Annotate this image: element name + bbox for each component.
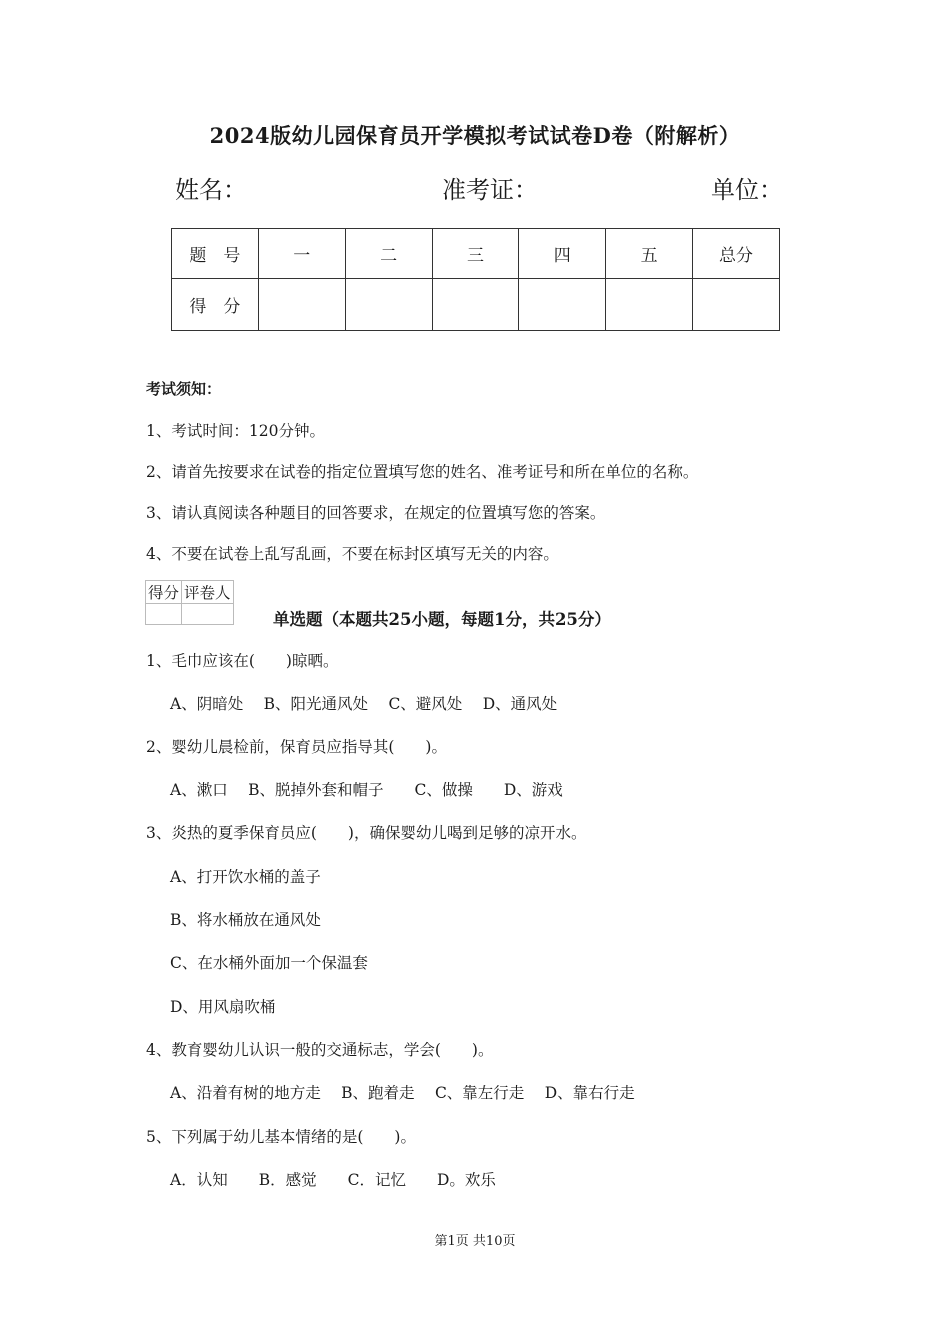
question-stem: 4、教育婴幼儿认识一般的交通标志，学会( )。 bbox=[146, 1041, 494, 1059]
notice-item: 1、考试时间：120分钟。 bbox=[146, 422, 325, 440]
exam-id-field-label: 准考证： bbox=[442, 176, 538, 204]
header-cell-3: 三 bbox=[432, 229, 519, 279]
header-cell-1: 一 bbox=[258, 229, 345, 279]
question-option: C、在水桶外面加一个保温套 bbox=[170, 954, 368, 972]
score-cell-5 bbox=[606, 279, 693, 331]
question-option: B、将水桶放在通风处 bbox=[170, 911, 321, 929]
question-option: D、用风扇吹桶 bbox=[170, 998, 276, 1016]
question-options: A．认知 B．感觉 C．记忆 D。欢乐 bbox=[170, 1171, 496, 1189]
header-cell-5: 五 bbox=[606, 229, 693, 279]
header-cell-total: 总分 bbox=[693, 229, 780, 279]
unit-field-label: 单位： bbox=[711, 176, 783, 204]
score-cell-2 bbox=[345, 279, 432, 331]
page-title: 2024版幼儿园保育员开学模拟考试试卷D卷（附解析） bbox=[209, 123, 741, 148]
score-table-score-row bbox=[172, 279, 780, 331]
notice-item: 3、请认真阅读各种题目的回答要求，在规定的位置填写您的答案。 bbox=[146, 504, 606, 522]
question-option: A、打开饮水桶的盖子 bbox=[170, 868, 321, 886]
header-cell-2: 二 bbox=[345, 229, 432, 279]
score-cell-3 bbox=[432, 279, 519, 331]
score-table bbox=[171, 228, 780, 331]
score-cell-4 bbox=[519, 279, 606, 331]
notice-item: 2、请首先按要求在试卷的指定位置填写您的姓名、准考证号和所在单位的名称。 bbox=[146, 463, 699, 481]
question-options: A、沿着有树的地方走 B、跑着走 C、靠左行走 D、靠右行走 bbox=[170, 1084, 635, 1102]
question-stem: 5、下列属于幼儿基本情绪的是( )。 bbox=[146, 1128, 416, 1146]
question-stem: 1、毛巾应该在( )晾晒。 bbox=[146, 652, 339, 670]
notice-item: 4、不要在试卷上乱写乱画，不要在标封区填写无关的内容。 bbox=[146, 545, 559, 563]
notice-heading: 考试须知： bbox=[146, 380, 222, 398]
question-options: A、漱口 B、脱掉外套和帽子 C、做操 D、游戏 bbox=[170, 781, 563, 799]
score-cell-1 bbox=[258, 279, 345, 331]
header-cell-4: 四 bbox=[519, 229, 606, 279]
page-footer: 第1页 共10页 bbox=[434, 1234, 516, 1249]
score-cell-total bbox=[693, 279, 780, 331]
name-field-label: 姓名： bbox=[175, 176, 247, 204]
grader-name-label: 评卷人 bbox=[182, 581, 234, 604]
question-options: A、阴暗处 B、阳光通风处 C、避风处 D、通风处 bbox=[170, 695, 558, 713]
grader-score-label: 得分 bbox=[146, 581, 182, 604]
section-heading: 单选题（本题共25小题，每题1分，共25分） bbox=[273, 610, 611, 629]
question-stem: 3、炎热的夏季保育员应( )，确保婴幼儿喝到足够的凉开水。 bbox=[146, 824, 587, 842]
score-row-label: 得 分 bbox=[172, 279, 259, 331]
grader-box bbox=[145, 580, 234, 625]
grader-name-cell bbox=[182, 604, 234, 625]
grader-score-cell bbox=[146, 604, 182, 625]
score-table-header-row bbox=[172, 229, 780, 279]
header-cell-label: 题 号 bbox=[172, 229, 259, 279]
question-stem: 2、婴幼儿晨检前，保育员应指导其( )。 bbox=[146, 738, 447, 756]
